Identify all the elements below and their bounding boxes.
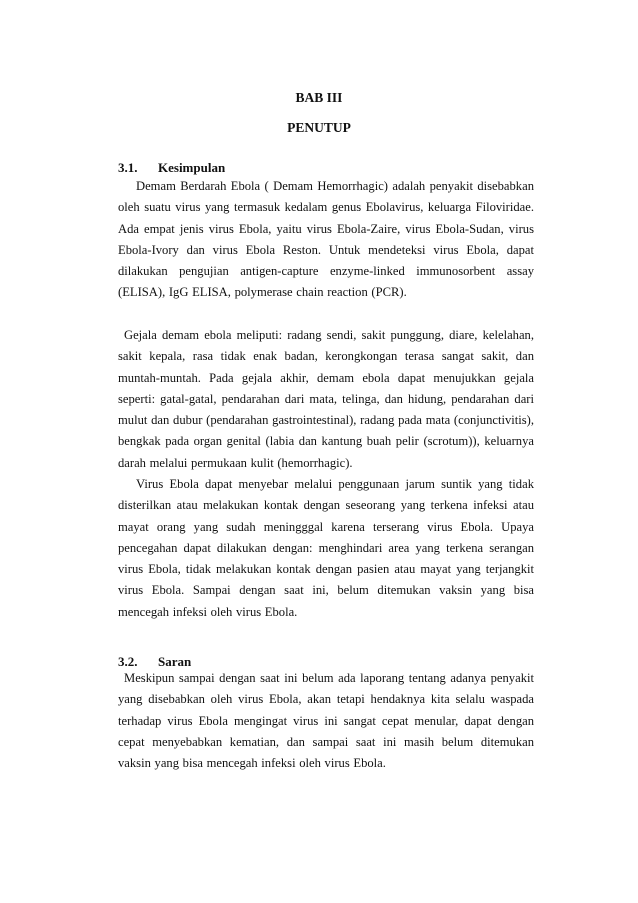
paragraph-transmission: Virus Ebola dapat menyebar melalui penggunaan jarum suntik yang tidak disterilkan atau melakukan kontak dengan seseorang yang terkena infeksi atau mayat orang yang sudah meningggal karena terserang virus Ebola. Upaya pencegahan dapat dilakukan dengan: menghindari area yang terkena serangan virus Ebola, tidak melakukan kontak dengan pasien atau mayat yang terjangkit virus Ebola. Sampai dengan saat ini, belum ditemukan vaksin yang bisa mencegah infeksi oleh virus Ebola.	[118, 477, 534, 619]
paragraph-symptoms: Gejala demam ebola meliputi: radang sendi, sakit punggung, diare, kelelahan, sakit kepala, rasa tidak enak badan, kerongkongan terasa sangat sakit, dan muntah-muntah. Pada gejala akhir, demam ebola dapat menujukkan gejala seperti: gatal-gatal, pendarahan dari mata, telinga, dan hidung, pendarahan dari mulut dan dubur (pendarahan gastrointestinal), radang pada mata (conjunctivitis), bengkak pada organ genital (labia dan kantung buah pelir (scrotum)), keluarnya darah melalui permukaan kulit (hemorrhagic).	[118, 328, 534, 470]
section-number: 3.1.	[118, 160, 138, 175]
section-title: Kesimpulan	[158, 160, 226, 175]
chapter-title: PENUTUP	[287, 120, 351, 135]
section-heading-kesimpulan	[118, 160, 225, 176]
paragraph-recommendation: Meskipun sampai dengan saat ini belum ada laporang tentang adanya penyakit yang disebabkan oleh virus Ebola, akan tetapi hendaknya kita selalu waspada terhadap virus Ebola mengingat virus ini sangat cepat menular, dapat dengan cepat menyebabkan kematian, dan sampai saat ini masih belum ditemukan vaksin yang bisa mencegah infeksi oleh virus Ebola.	[118, 671, 534, 771]
section-title: Saran	[158, 654, 192, 669]
section-number: 3.2.	[118, 654, 138, 669]
paragraph-definition: Demam Berdarah Ebola ( Demam Hemorrhagic) adalah penyakit disebabkan oleh suatu virus yang termasuk kedalam genus Ebolavirus, keluarga Filoviridae. Ada empat jenis virus Ebola, yaitu virus Ebola-Zaire, virus Ebola-Sudan, virus Ebola-Ivory dan virus Ebola Reston. Untuk mendeteksi virus Ebola, dapat dilakukan pengujian antigen-capture enzyme-linked immunosorbent assay (ELISA), IgG ELISA, polymerase chain reaction (PCR).	[118, 179, 534, 300]
chapter-number: BAB III	[295, 90, 343, 105]
